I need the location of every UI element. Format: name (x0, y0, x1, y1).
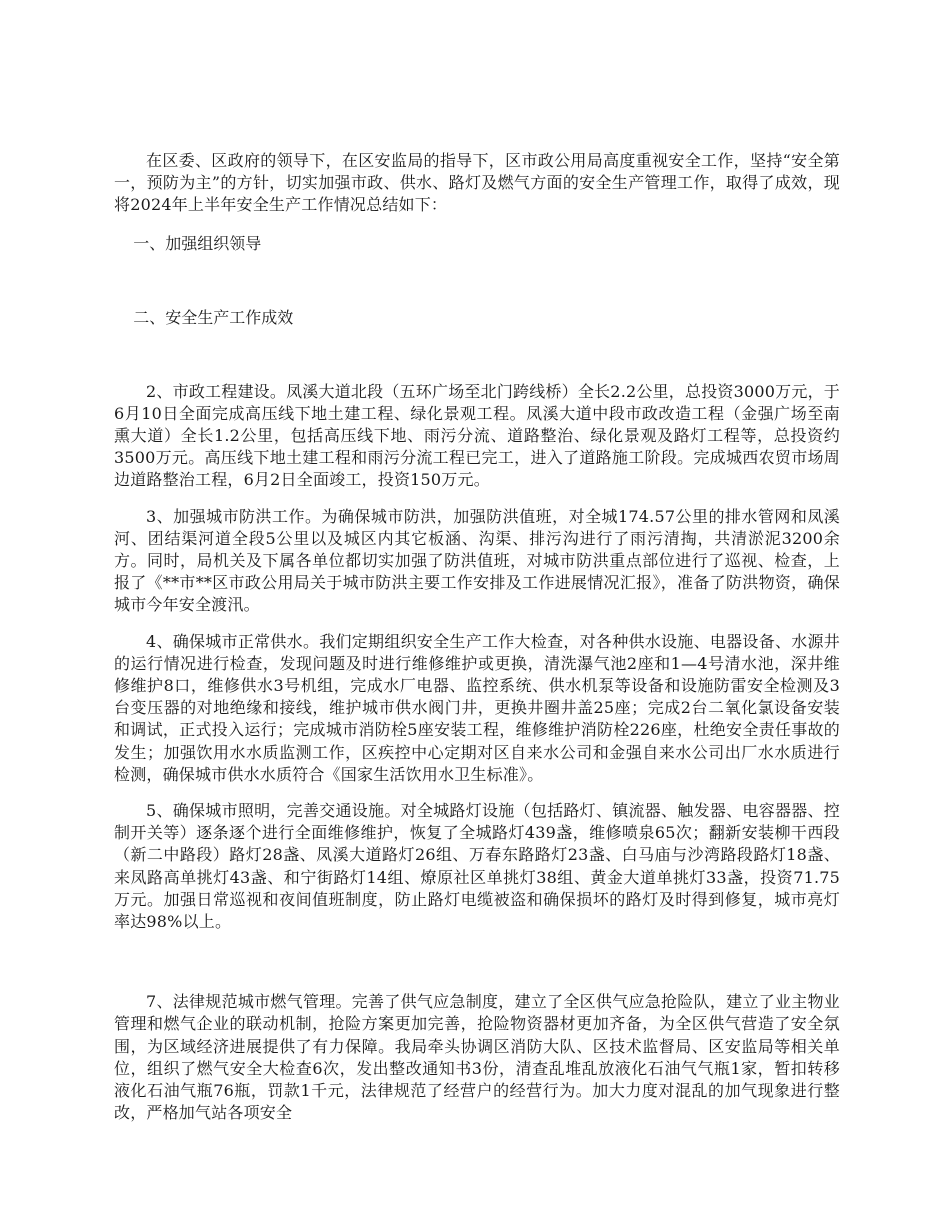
intro-paragraph: 在区委、区政府的领导下，在区安监局的指导下，区市政公用局高度重视安全工作，坚持“安全第一，预防为主”的方针，切实加强市政、供水、路灯及燃气方面的安全生产管理工作，取得了成效，现将2024年上半年安全生产工作情况总结如下： (114, 151, 840, 215)
section-heading-organization: 一、加强组织领导 (133, 233, 262, 253)
paragraph-municipal-engineering: 2、市政工程建设。凤溪大道北段（五环广场至北门跨线桥）全长2.2公里，总投资3000万元，于6月10日全面完成高压线下地土建工程、绿化景观工程。凤溪大道中段市政改造工程（金强广场至南熏大道）全长1.2公里，包括高压线下地、雨污分流、道路整治、绿化景观及路灯工程等，总投资约3500万元。高压线下地土建工程和雨污分流工程已完工，进入了道路施工阶段。完成城西农贸市场周边道路整治工程，6月2日全面竣工，投资150万元。 (114, 381, 840, 490)
paragraph-flood-control: 3、加强城市防洪工作。为确保城市防洪，加强防洪值班，对全城174.57公里的排水管网和凤溪河、团结渠河道全段5公里以及城区内其它板涵、沟渠、排污沟进行了雨污清掏，共清淤泥3200余方。同时，局机关及下属各单位都切实加强了防洪值班，对城市防洪重点部位进行了巡视、检查，上报了《**市**区市政公用局关于城市防洪主要工作安排及工作进展情况汇报》，准备了防洪物资，确保城市今年安全渡汛。 (114, 506, 840, 615)
section-heading-results: 二、安全生产工作成效 (133, 307, 294, 327)
paragraph-water-supply: 4、确保城市正常供水。我们定期组织安全生产工作大检查，对各种供水设施、电器设备、水源井的运行情况进行检查，发现问题及时进行维修维护或更换，清洗瀑气池2座和1—4号清水池，深井维修维护8口，维修供水3号机组，完成水厂电器、监控系统、供水机泵等设备和设施防雷安全检测及3台变压器的对地绝缘和接线，维护城市供水阀门井，更换井圈井盖25座；完成2台二氧化氯设备安装和调试，正式投入运行；完成城市消防栓5座安装工程，维修维护消防栓226座，杜绝安全责任事故的发生；加强饮用水水质监测工作，区疾控中心定期对区自来水公司和金强自来水公司出厂水水质进行检测，确保城市供水水质符合《国家生活饮用水卫生标准》。 (114, 631, 840, 784)
paragraph-gas-management: 7、法律规范城市燃气管理。完善了供气应急制度，建立了全区供气应急抢险队，建立了业主物业管理和燃气企业的联动机制，抢险方案更加完善，抢险物资器材更加齐备，为全区供气营造了安全氛围，为区域经济进展提供了有力保障。我局牵头协调区消防大队、区技术监督局、区安监局等相关单位，组织了燃气安全大检查6次，发出整改通知书3份，清查乱堆乱放液化石油气气瓶1家，暂扣转移液化石油气瓶76瓶，罚款1千元，法律规范了经营户的经营行为。加大力度对混乱的加气现象进行整改，严格加气站各项安全 (114, 992, 840, 1123)
paragraph-street-lighting: 5、确保城市照明，完善交通设施。对全城路灯设施（包括路灯、镇流器、触发器、电容器器、控制开关等）逐条逐个进行全面维修维护，恢复了全城路灯439盏，维修喷泉65次；翻新安装柳干西段（新二中路段）路灯28盏、凤溪大道路灯26组、万春东路路灯23盏、白马庙与沙湾路段路灯18盏、来凤路高单挑灯43盏、和宁街路灯14组、燎原社区单挑灯38组、黄金大道单挑灯33盏，投资71.75万元。加强日常巡视和夜间值班制度，防止路灯电缆被盗和确保损坏的路灯及时得到修复，城市亮灯率达98%以上。 (114, 801, 840, 932)
document-page (114, 150, 840, 1125)
